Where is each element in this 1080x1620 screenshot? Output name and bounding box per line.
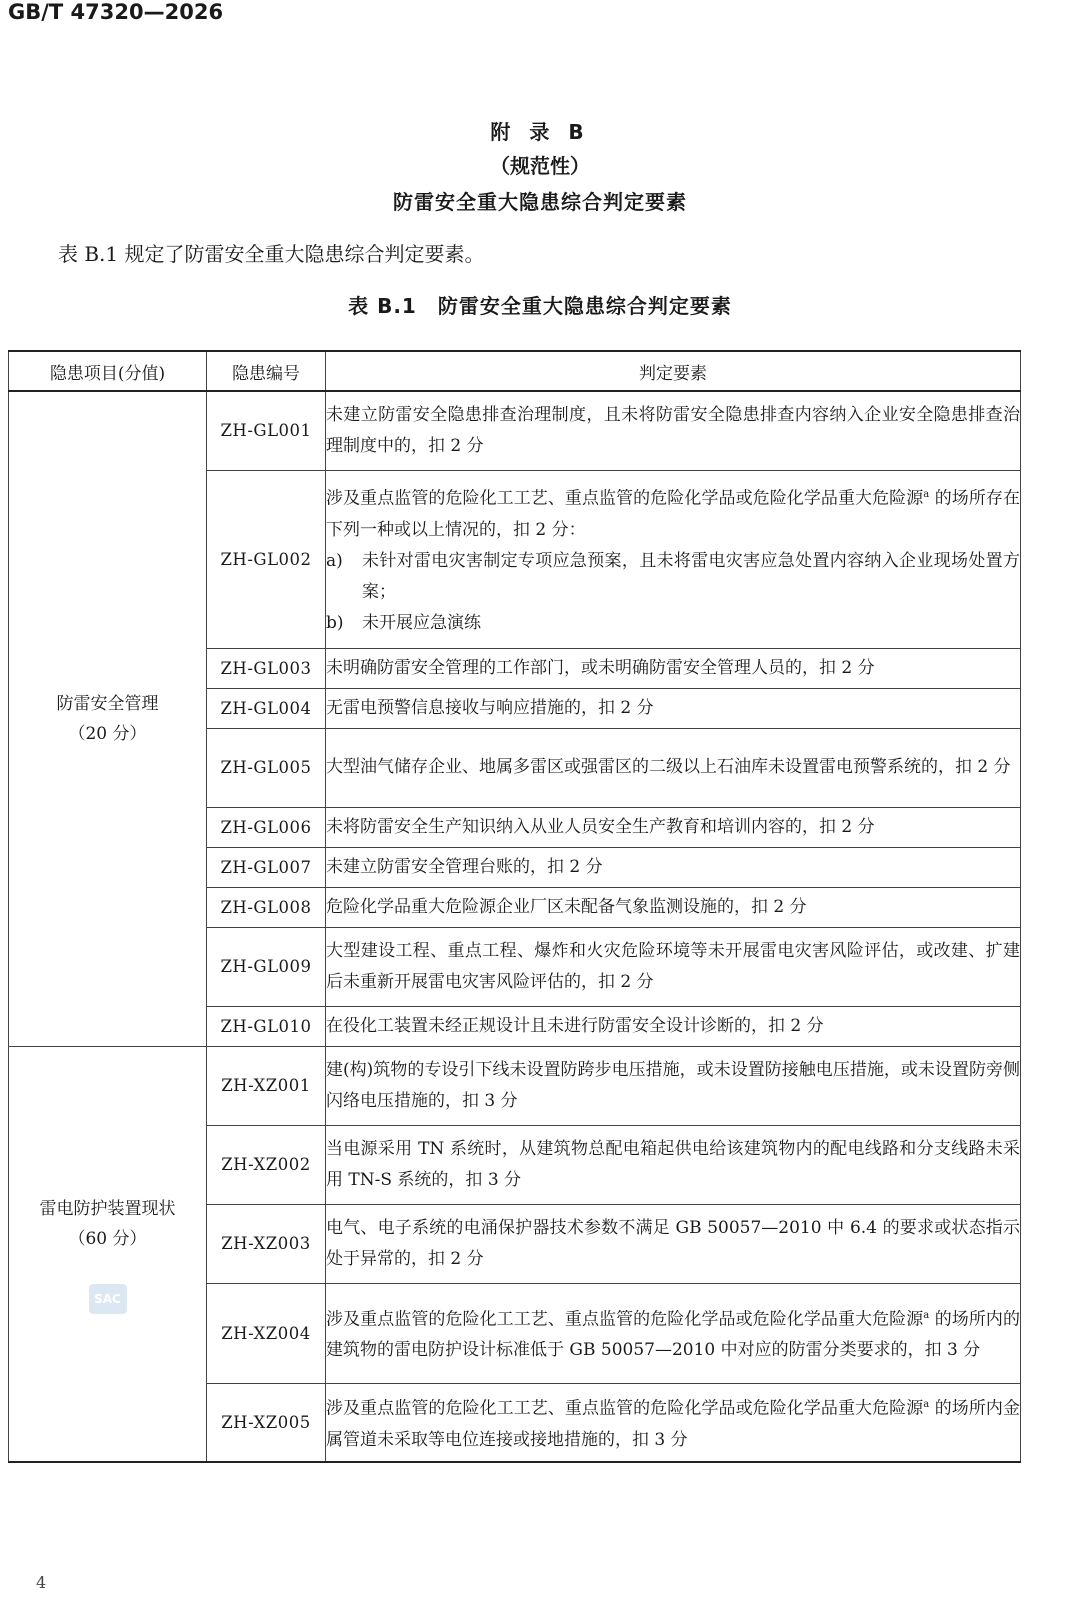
hazard-code: ZH-GL002 <box>207 470 326 648</box>
footnote-marker: a <box>923 489 930 501</box>
header-criteria: 判定要素 <box>326 351 1021 391</box>
criteria-text: 危险化学品重大危险源企业厂区未配备气象监测设施的，扣 2 分 <box>326 887 1021 927</box>
criteria-text: 未将防雷安全生产知识纳入从业人员安全生产教育和培训内容的，扣 2 分 <box>326 807 1021 847</box>
footnote-marker: a <box>923 1309 930 1321</box>
hazard-code: ZH-GL001 <box>207 391 326 470</box>
hazard-code: ZH-XZ005 <box>207 1383 326 1462</box>
category-name: 防雷安全管理 <box>56 693 159 714</box>
footnote-marker: a <box>923 1398 930 1410</box>
hazard-code: ZH-XZ003 <box>207 1204 326 1283</box>
sac-watermark-logo: SAC <box>89 1284 127 1314</box>
table-header-row <box>9 351 1021 391</box>
criteria-text: 大型油气储存企业、地属多雷区或强雷区的二级以上石油库未设置雷电预警系统的，扣 2 分 <box>326 728 1021 807</box>
hazard-code: ZH-XZ004 <box>207 1283 326 1383</box>
intro-paragraph: 表 B.1 规定了防雷安全重大隐患综合判定要素。 <box>58 242 485 266</box>
hazard-code: ZH-XZ001 <box>207 1046 326 1125</box>
criteria-text: 未建立防雷安全管理台账的，扣 2 分 <box>326 847 1021 887</box>
page-number: 4 <box>36 1573 47 1592</box>
hazard-code: ZH-GL007 <box>207 847 326 887</box>
category-score: （20 分） <box>68 723 147 744</box>
criteria-text: 未明确防雷安全管理的工作部门，或未明确防雷安全管理人员的，扣 2 分 <box>326 648 1021 688</box>
annex-heading: 防雷安全重大隐患综合判定要素 <box>393 190 687 214</box>
hazard-code: ZH-XZ002 <box>207 1125 326 1204</box>
header-item: 隐患项目(分值) <box>9 351 207 391</box>
hazard-code: ZH-GL009 <box>207 927 326 1006</box>
criteria-text: 在役化工装置未经正规设计且未进行防雷安全设计诊断的，扣 2 分 <box>326 1006 1021 1046</box>
hazard-code: ZH-GL010 <box>207 1006 326 1046</box>
criteria-text: 当电源采用 TN 系统时，从建筑物总配电箱起供电给该建筑物内的配电线路和分支线路未采用 TN-S 系统的，扣 3 分 <box>326 1125 1021 1204</box>
criteria-text: 大型建设工程、重点工程、爆炸和火灾危险环境等未开展雷电灾害风险评估，或改建、扩建后未重新开展雷电灾害风险评估的，扣 2 分 <box>326 927 1021 1006</box>
criteria-text: 建(构)筑物的专设引下线未设置防跨步电压措施，或未设置防接触电压措施，或未设置防旁侧闪络电压措施的，扣 3 分 <box>326 1046 1021 1125</box>
criteria-intro: 涉及重点监管的危险化工工艺、重点监管的危险化学品或危险化学品重大危险源$^a$ 的场所存在下列一种或以上情况的，扣 2 分： <box>326 488 1020 540</box>
category-name: 雷电防护装置现状 <box>39 1198 176 1219</box>
criteria-text: 无雷电预警信息接收与响应措施的，扣 2 分 <box>326 688 1021 728</box>
annex-label: 附 录 B <box>490 120 590 144</box>
criteria-text: 电气、电子系统的电涌保护器技术参数不满足 GB 50057—2010 中 6.4 的要求或状态指示处于异常的，扣 2 分 <box>326 1204 1021 1283</box>
standard-code: GB/T 47320—2026 <box>8 0 224 24</box>
table-row <box>9 1046 1021 1125</box>
list-item: a) 未针对雷电灾害制定专项应急预案，且未将雷电灾害应急处置内容纳入企业现场处置方案； <box>326 550 1020 602</box>
table-caption: 表 B.1 防雷安全重大隐患综合判定要素 <box>348 294 732 318</box>
hazard-code: ZH-GL008 <box>207 887 326 927</box>
hazard-code: ZH-GL006 <box>207 807 326 847</box>
category-management <box>9 391 207 1046</box>
hazard-code: ZH-GL004 <box>207 688 326 728</box>
table-row <box>9 391 1021 470</box>
category-score: （60 分） <box>68 1228 147 1249</box>
hazard-code: ZH-GL005 <box>207 728 326 807</box>
criteria-table <box>8 350 1021 1463</box>
criteria-text: 涉及重点监管的危险化工工艺、重点监管的危险化学品或危险化学品重大危险源$^a$ 的场所内金属管道未采取等电位连接或接地措施的，扣 3 分 <box>326 1383 1021 1462</box>
annex-type: （规范性） <box>490 154 590 178</box>
hazard-code: ZH-GL003 <box>207 648 326 688</box>
header-code: 隐患编号 <box>207 351 326 391</box>
criteria-text: 涉及重点监管的危险化工工艺、重点监管的危险化学品或危险化学品重大危险源$^a$ 的场所内的建筑物的雷电防护设计标准低于 GB 50057—2010 中对应的防雷分类要求的，扣 3 分 <box>326 1283 1021 1383</box>
criteria-text <box>326 470 1021 648</box>
category-protection-devices <box>9 1046 207 1462</box>
list-item: b) 未开展应急演练 <box>326 612 481 633</box>
criteria-text: 未建立防雷安全隐患排查治理制度，且未将防雷安全隐患排查内容纳入企业安全隐患排查治理制度中的，扣 2 分 <box>326 391 1021 470</box>
